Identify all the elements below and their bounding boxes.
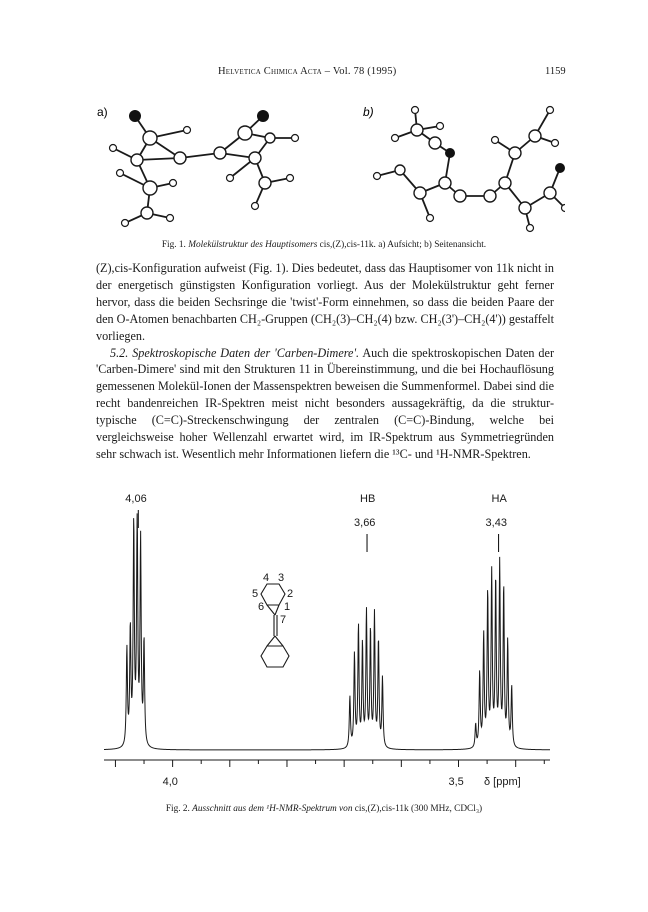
journal-name: Helvetica Chimica Acta [218, 66, 322, 77]
figure-2-caption-compound: cis,(Z),cis-11k [354, 804, 409, 814]
figure-2 [104, 488, 550, 808]
molecular-structure-drawing [95, 98, 565, 238]
peak-label-layer [125, 493, 507, 552]
body-text [96, 260, 554, 463]
x-axis-tick-label: 3,5 [448, 776, 464, 788]
spectrum-trace [104, 513, 550, 750]
atom-number-7: 7 [280, 614, 287, 626]
panel-b-label: b) [363, 105, 374, 119]
x-axis-unit: δ [ppm] [484, 776, 521, 788]
figure-1 [95, 98, 565, 238]
peak-shift-label: 3,66 [354, 517, 376, 529]
figure-1-caption [0, 240, 648, 250]
running-header [0, 66, 648, 82]
figure-1-caption-prefix: Fig. 1. [161, 240, 186, 250]
nmr-spectrum-chart [104, 488, 550, 808]
page-number: 1159 [545, 66, 566, 77]
figure-1-caption-compound: cis,(Z),cis-11k. [319, 240, 376, 250]
figure-2-caption [0, 804, 648, 814]
atom-number-5: 5 [252, 588, 259, 600]
inset-structure-drawing [252, 572, 293, 667]
x-axis-ticks [115, 760, 544, 788]
paragraph-1: (Z),cis-Konfiguration aufweist (Fig. 1). Dies bedeutet, dass das Hauptisomer von 11k nicht in der energetisch günstigsten Konfiguration vorliegt. Aus der Molekülstruktur geht ferner hervor, dass die beiden Sechsringe die 'twist'-Form einnehmen, so dass die beiden Paare der den O-Atomen benachbarten CH₂-Gruppen (CH₂(3)–CH₂(4) bzw. CH₂(3')–CH₂(4')) gestaffelt vorliegen. [96, 261, 554, 343]
figure-1-caption-rest: a) Aufsicht; b) Seitenansicht. [378, 240, 487, 250]
atom-number-1: 1 [284, 601, 291, 613]
atom-number-4: 4 [263, 572, 270, 584]
journal-volume: Vol. 78 (1995) [332, 66, 397, 77]
figure-1-caption-italic: Molekülstruktur des Hauptisomers [188, 240, 318, 250]
figure-2-caption-rest: (300 MHz, CDCl₃) [411, 804, 483, 814]
journal-citation: Helvetica Chimica Acta – Vol. 78 (1995) [218, 66, 397, 77]
atom-number-6: 6 [258, 601, 265, 613]
panel-a-label: a) [97, 105, 108, 119]
peak-shift-label: 3,43 [485, 517, 507, 529]
x-axis-tick-label: 4,0 [162, 776, 178, 788]
section-heading: 5.2. Spektroskopische Daten der 'Carben-Dimere'. [110, 345, 360, 360]
atom-number-3: 3 [278, 572, 285, 584]
atom-number-2: 2 [287, 588, 294, 600]
figure-2-caption-italic: Ausschnitt aus dem ¹H-NMR-Spektrum von [192, 804, 353, 814]
peak-proton-label: HA [491, 493, 507, 505]
paragraph-2-text: Auch die spektroskopischen Daten der 'Carben-Dimere' sind mit den Strukturen 11 in Übereinstimmung, und die bei Hochauflösung gemessenen Molekül-Ionen der Massenspektren beweisen die Summenformel. Dabei sind die recht bandenreichen IR-Spektren meist nicht besonders aussagekräftig, da die struktur-typische (C=C)-Streckenschwingung der zentralen (C=C)-Bindung, welche bei vergleichsweise hoher Wellenzahl erwartet wird, im IR-Spektrum aus Symmetriegründen sehr schwach ist. Wesentlich mehr Informationen liefern die ¹³C- und ¹H-NMR-Spektren. [96, 345, 554, 461]
peak-shift-label: 4,06 [125, 493, 147, 505]
paragraph-2 [96, 345, 554, 463]
figure-2-caption-prefix: Fig. 2. [165, 804, 190, 814]
peak-proton-label: HB [360, 493, 376, 505]
